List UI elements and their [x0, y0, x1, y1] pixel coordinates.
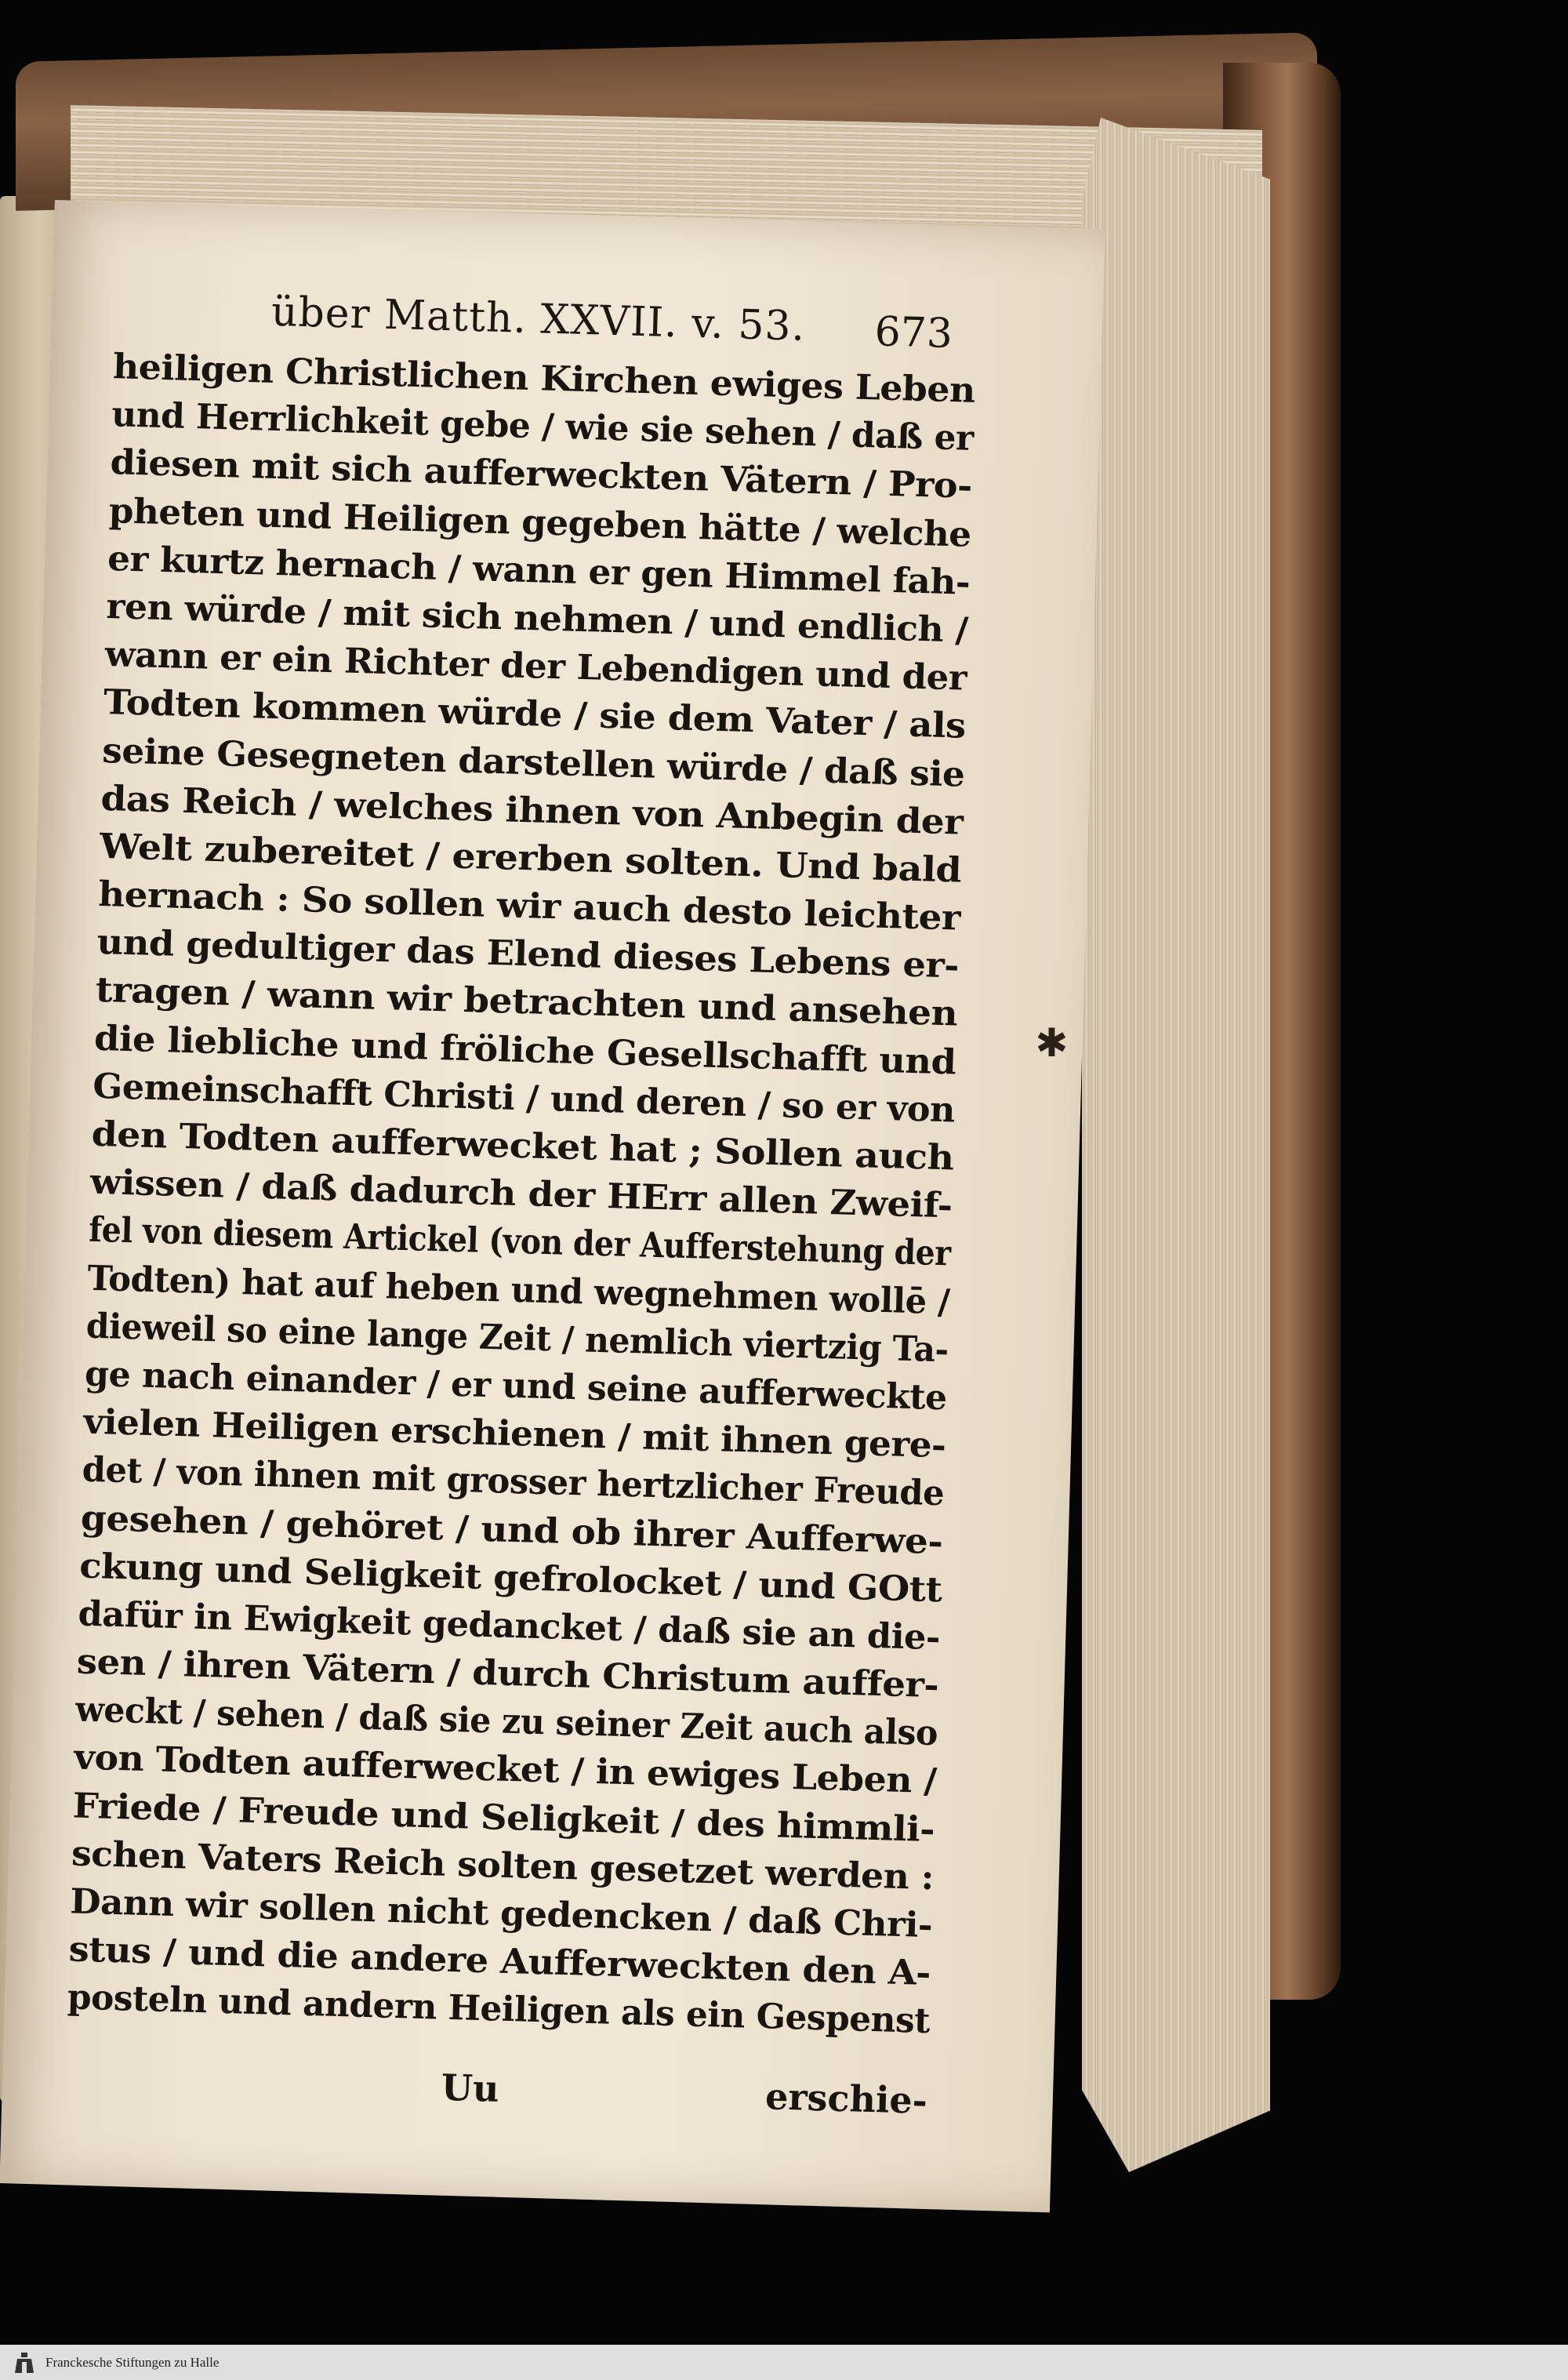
- text-line: Friede / Freude und Seligkeit / des himmli-: [72, 1786, 935, 1850]
- page-number: 673: [873, 308, 953, 358]
- signature-mark: Uu: [441, 2066, 500, 2110]
- body-text: [67, 343, 975, 2045]
- text-line: Todten kommen würde / sie dem Vater / als: [103, 682, 967, 747]
- text-line: tragen / wann wir betrachten und ansehen: [95, 970, 958, 1034]
- page-footer: [441, 2066, 928, 2135]
- text-line: die liebliche und fröliche Gesellschafft und: [93, 1018, 957, 1083]
- institution-logo-icon: [13, 2349, 36, 2376]
- text-line: Welt zubereitet / ererben solten. Und bald: [99, 826, 962, 891]
- text-line: ren würde / mit sich nehmen / und endlich /: [105, 586, 969, 651]
- text-line: dieweil so eine lange Zeit / nemlich viertzig Ta-: [85, 1306, 949, 1371]
- text-line: von Todten aufferwecket / in ewiges Leben /: [73, 1737, 938, 1802]
- text-line: heiligen Christlichen Kirchen ewiges Leben: [112, 347, 976, 411]
- text-line: diesen mit sich aufferweckten Vätern / Pro-: [109, 442, 973, 507]
- text-line: das Reich / welches ihnen von Anbegin der: [100, 778, 964, 843]
- text-line: det / von ihnen mit grosser hertzlicher Freude: [82, 1449, 945, 1514]
- text-line: ge nach einander / er und seine aufferweckte: [84, 1354, 948, 1419]
- text-line: weckt / sehen / daß sie zu seiner Zeit auch also: [74, 1689, 938, 1754]
- institution-name: Franckesche Stiftungen zu Halle: [45, 2354, 220, 2370]
- text-line: er kurtz hernach / wann er gen Himmel fah-: [107, 538, 971, 603]
- text-line: wann er ein Richter der Lebendigen und der: [104, 634, 967, 699]
- book-page: [0, 200, 1105, 2212]
- text-line: und gedultiger das Elend dieses Lebens er-: [96, 922, 960, 987]
- text-line: seine Gesegneten darstellen würde / daß sie: [101, 730, 966, 795]
- text-line: fel von diesem Artickel (von der Aufferstehung der: [88, 1210, 952, 1274]
- page-stack-side: [1082, 118, 1270, 2172]
- text-line: pheten und Heiligen gegeben hätte / welche: [108, 490, 972, 555]
- text-line: wissen / daß dadurch der HErr allen Zweif-: [89, 1161, 953, 1226]
- text-line: vielen Heiligen erschienen / mit ihnen gere-: [82, 1401, 947, 1466]
- text-line: Todten) hat auf heben und wegnehmen wollē /: [86, 1258, 951, 1322]
- text-line: Gemeinschafft Christi / und deren / so er von: [92, 1066, 956, 1131]
- text-line: den Todten aufferwecket hat ; Sollen auch: [91, 1114, 955, 1179]
- text-line: gesehen / gehöret / und ob ihrer Aufferwe-: [80, 1498, 944, 1562]
- text-line: sen / ihren Vätern / durch Christum auffer-: [76, 1641, 939, 1706]
- text-line: ckung und Seligkeit gefrolocket / und GOtt: [78, 1546, 943, 1610]
- text-line: hernach : So sollen wir auch desto leichter: [97, 874, 961, 939]
- catchword: erschie-: [764, 2075, 928, 2123]
- ink-blot-icon: ✱: [1035, 1019, 1069, 1066]
- text-line: Dann wir sollen nicht gedencken / daß Chri-: [69, 1881, 933, 1946]
- text-line: schen Vaters Reich solten gesetzet werden :: [71, 1833, 935, 1898]
- text-line: stus / und die andere Aufferweckten den A-: [68, 1929, 931, 1994]
- text-line: posteln und andern Heiligen als ein Gespenst: [67, 1977, 931, 2042]
- institution-footer-bar: [0, 2345, 1568, 2380]
- text-line: und Herrlichkeit gebe / wie sie sehen / daß er: [111, 394, 975, 460]
- text-line: dafür in Ewigkeit gedancket / daß sie an die-: [77, 1593, 941, 1659]
- running-head: über Matth. XXVII. v. 53.: [270, 288, 806, 351]
